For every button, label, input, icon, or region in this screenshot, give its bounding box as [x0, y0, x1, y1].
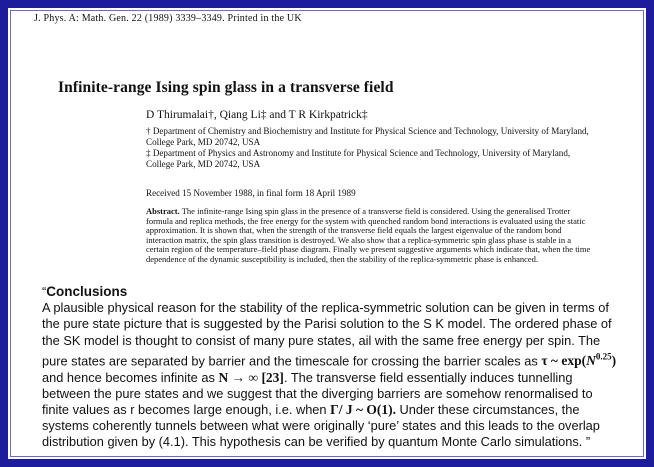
conclusions-title: Conclusions — [46, 284, 128, 299]
abstract — [146, 207, 596, 265]
open-quote: “ — [42, 284, 47, 299]
timescale-formula — [541, 353, 616, 368]
abstract-text: The infinite-range Ising spin glass in the presence of a transverse field is considered. Using the generalised Trotter formula and replica methods, the free energy for the system with quenched random bond interactions is evaluated using the static approximation. It is shown that, when the strength of the transverse field equals the largest eigenvalue of the random bond interaction matrix, the spin glass transition is destroyed. We also show that a replica-symmetric spin glass phase is stable in a certain region of the temperature–field phase diagram. Finally we present suggestive arguments which indicate that, when the time dependence of the dynamic susceptibility is included, then the stability of the replica-symmetric phase is enhanced. — [146, 206, 591, 264]
reference-23: [23] — [258, 369, 284, 385]
affiliation-1: † Department of Chemistry and Biochemistry and Institute for Physical Science and Technology, University of Maryland, College Park, MD 20742, USA — [146, 126, 589, 147]
journal-citation: J. Phys. A: Math. Gen. 22 (1989) 3339–3349. Printed in the UK — [34, 13, 302, 24]
conclusions-text — [42, 300, 622, 450]
formula-close: ) — [611, 353, 617, 369]
slide — [8, 8, 646, 459]
affiliation-2: ‡ Department of Physics and Astronomy and Institute for Physical Science and Technology, University of Maryland, College Park, MD 20742, USA — [146, 148, 571, 169]
formula-base: τ ~ exp( — [541, 353, 587, 369]
formula-exponent: 0.25 — [595, 351, 612, 362]
conclusions-heading — [42, 284, 622, 300]
ratio-formula: Γ/ J ~ O(1). — [330, 401, 396, 417]
conclusions-text-4: Under these circumstances, the systems coherently tunnels between what were originally ‘pure’ states and this leads to the overlap distribution given by (4.1). This hypothesis can be verified by quantum Monte Carlo simulations. ” — [42, 401, 600, 450]
conclusions-text-1: A plausible physical reason for the stability of the replica-symmetric solution can be given in terms of the pure state picture that is suggested by the Parisi solution to the S K model. The ordered phase of the SK model is thought to consist of many pure states, ail with the same free energy per spin. The pure states are separated by barrier and the timescale for crossing the barrier scales as — [42, 300, 612, 369]
abstract-label: Abstract. — [146, 206, 180, 216]
received-date: Received 15 November 1988, in final form 18 April 1989 — [146, 188, 356, 198]
paper-title: Infinite-range Ising spin glass in a transverse field — [58, 79, 394, 96]
conclusions-block — [42, 284, 622, 451]
conclusions-text-3: . The transverse field essentially induces tunnelling between the pure states and we suggest that the diverging barriers are somehow renormalised to finite values as r becomes large enough, i.e. when — [42, 369, 593, 417]
paper-authors: D Thirumalai†, Qiang Li‡ and T R Kirkpatrick‡ — [146, 109, 368, 121]
formula-var: N — [586, 353, 596, 369]
conclusions-text-2: and hence becomes infinite as — [42, 369, 219, 385]
limit-formula: N → ∞ — [218, 369, 259, 385]
